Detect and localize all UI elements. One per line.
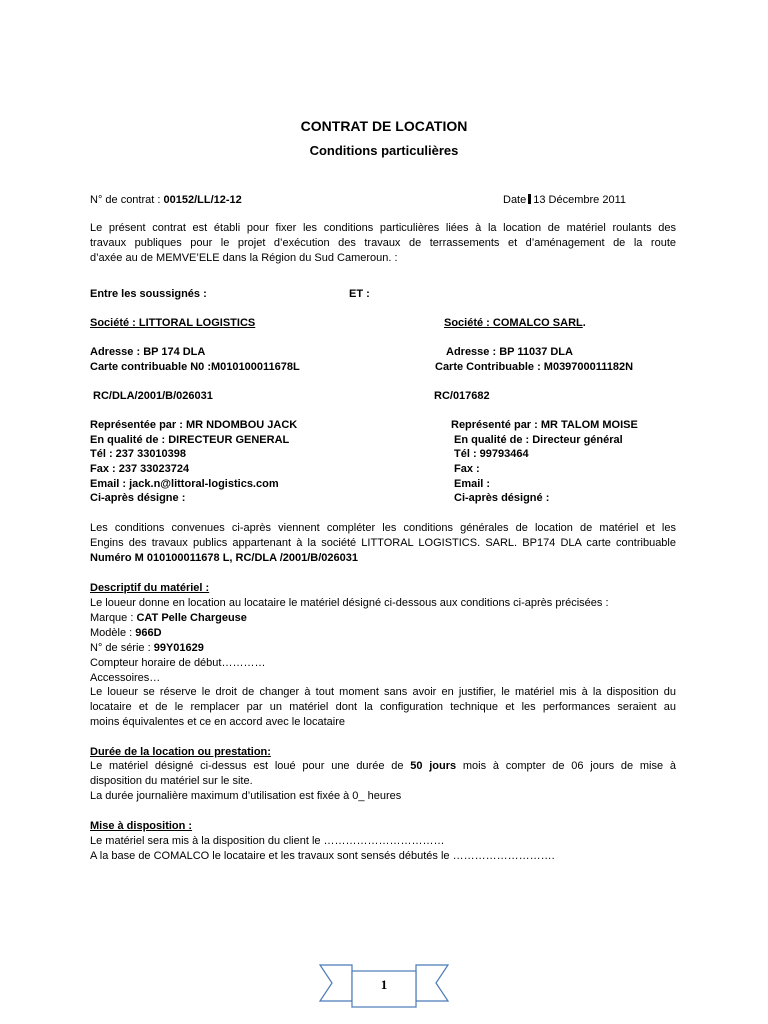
page-number: 1 (380, 977, 388, 992)
left-rc: RC/DLA/2001/B/026031 (93, 390, 213, 402)
right-tax-card: Carte Contribuable : M039700011182N (435, 361, 634, 373)
left-company: Société : LITTORAL LOGISTICS (90, 317, 256, 329)
mise-heading: Mise à disposition : (90, 820, 193, 832)
page-subtitle: Conditions particulières (309, 143, 459, 158)
right-rc: RC/017682 (434, 390, 490, 402)
left-address: Adresse : BP 174 DLA (90, 346, 206, 358)
accessoires-line: Accessoires… (90, 672, 161, 684)
left-designe: Ci-après désigne : (90, 492, 186, 504)
serie-line (90, 641, 204, 655)
contract-date (503, 193, 626, 207)
right-fax: Fax : (454, 463, 480, 475)
descriptif-intro: Le loueur donne en location au locataire le matériel désigné ci-dessous aux conditions ci-après précisées : (90, 597, 609, 609)
reserve-paragraph (90, 685, 676, 730)
left-email: Email : jack.n@littoral-logistics.com (90, 478, 279, 490)
intro-paragraph (90, 221, 676, 266)
reserve-line: moins équivalentes et ce en accord avec le locataire (90, 716, 345, 728)
reserve-line: Le loueur se réserve le droit de changer à tout moment sans avoir en justifier, le matériel mis à la disposition du (90, 686, 676, 698)
intro-line: travaux publiques pour le projet d’exécution des travaux de terrassements et d’aménagement de la route (90, 237, 676, 249)
right-designe: Ci-après désigné : (454, 492, 550, 504)
parties-et: ET : (349, 288, 370, 300)
left-representative: Représentée par : MR NDOMBOU JACK (90, 419, 298, 431)
duree-line: La durée journalière maximum d’utilisation est fixée à 0_ heures (90, 790, 402, 802)
duree-heading: Durée de la location ou prestation: (90, 746, 271, 758)
intro-line: Le présent contrat est établi pour fixer les conditions particulières liées à la location de matériel roulants des (90, 222, 676, 234)
right-email: Email : (454, 478, 491, 490)
modele-value: 966D (135, 627, 162, 639)
marque-line (90, 611, 247, 625)
descriptif-heading: Descriptif du matériel : (90, 582, 210, 594)
left-tax-card: Carte contribuable N0 :M010100011678L (90, 361, 300, 373)
modele-line (90, 626, 162, 640)
right-company-dot: . (582, 317, 586, 329)
mise-line: Le matériel sera mis à la disposition du client le …………………………… (90, 835, 445, 847)
mise-line: A la base de COMALCO le locataire et les travaux sont sensés débutés le ………………………. (90, 850, 555, 862)
right-company-name: Société : COMALCO SARL (444, 317, 583, 329)
parties-entre: Entre les soussignés : (90, 288, 207, 300)
contract-date-value: 13 Décembre 2011 (533, 194, 626, 206)
page-number-ribbon (318, 963, 450, 1009)
contract-number-value: 00152/LL/12-12 (163, 194, 242, 206)
conditions-paragraph (90, 521, 676, 566)
page-title: CONTRAT DE LOCATION (300, 118, 468, 134)
duree-paragraph (90, 759, 676, 804)
separator-mark (528, 194, 531, 204)
contract-number (90, 193, 242, 207)
right-company (444, 316, 586, 330)
reserve-line: locataire et de le remplacer par un matériel dont la configuration technique et les performances seraient au (90, 701, 676, 713)
right-tel: Tél : 99793464 (454, 448, 529, 460)
serie-value: 99Y01629 (153, 642, 204, 654)
conditions-line: Engins des travaux publics appartenant à la société LITTORAL LOGISTICS. SARL. BP174 DLA carte contribuable (90, 537, 676, 549)
compteur-line: Compteur horaire de début………… (90, 657, 266, 669)
contract-number-label: N° de contrat : (90, 194, 164, 206)
duree-text-a: Le matériel désigné ci-dessus est loué pour une durée de (90, 760, 404, 772)
intro-line: d’axée au de MEMVE’ELE dans la Région du Sud Cameroun. : (90, 252, 398, 264)
left-fax: Fax : 237 33023724 (90, 463, 190, 475)
marque-label: Marque : (90, 612, 137, 624)
contract-date-label: Date (503, 194, 527, 206)
duree-line: disposition du matériel sur le site. (90, 775, 253, 787)
left-tel: Tél : 237 33010398 (90, 448, 187, 460)
modele-label: Modèle : (90, 627, 136, 639)
right-quality: En qualité de : Directeur général (454, 434, 623, 446)
duree-line (90, 759, 676, 774)
duree-days: 50 jours (410, 760, 457, 772)
duree-text-b: mois à compter de 06 jours de mise à (462, 760, 676, 772)
marque-value: CAT Pelle Chargeuse (136, 612, 247, 624)
serie-label: N° de série : (90, 642, 154, 654)
conditions-line-bold: Numéro M 010100011678 L, RC/DLA /2001/B/026031 (90, 552, 359, 564)
left-quality: En qualité de : DIRECTEUR GENERAL (90, 434, 290, 446)
conditions-line: Les conditions convenues ci-après viennent compléter les conditions générales de location de matériel et les (90, 522, 676, 534)
right-representative: Représenté par : MR TALOM MOISE (451, 419, 638, 431)
right-address: Adresse : BP 11037 DLA (446, 346, 573, 358)
